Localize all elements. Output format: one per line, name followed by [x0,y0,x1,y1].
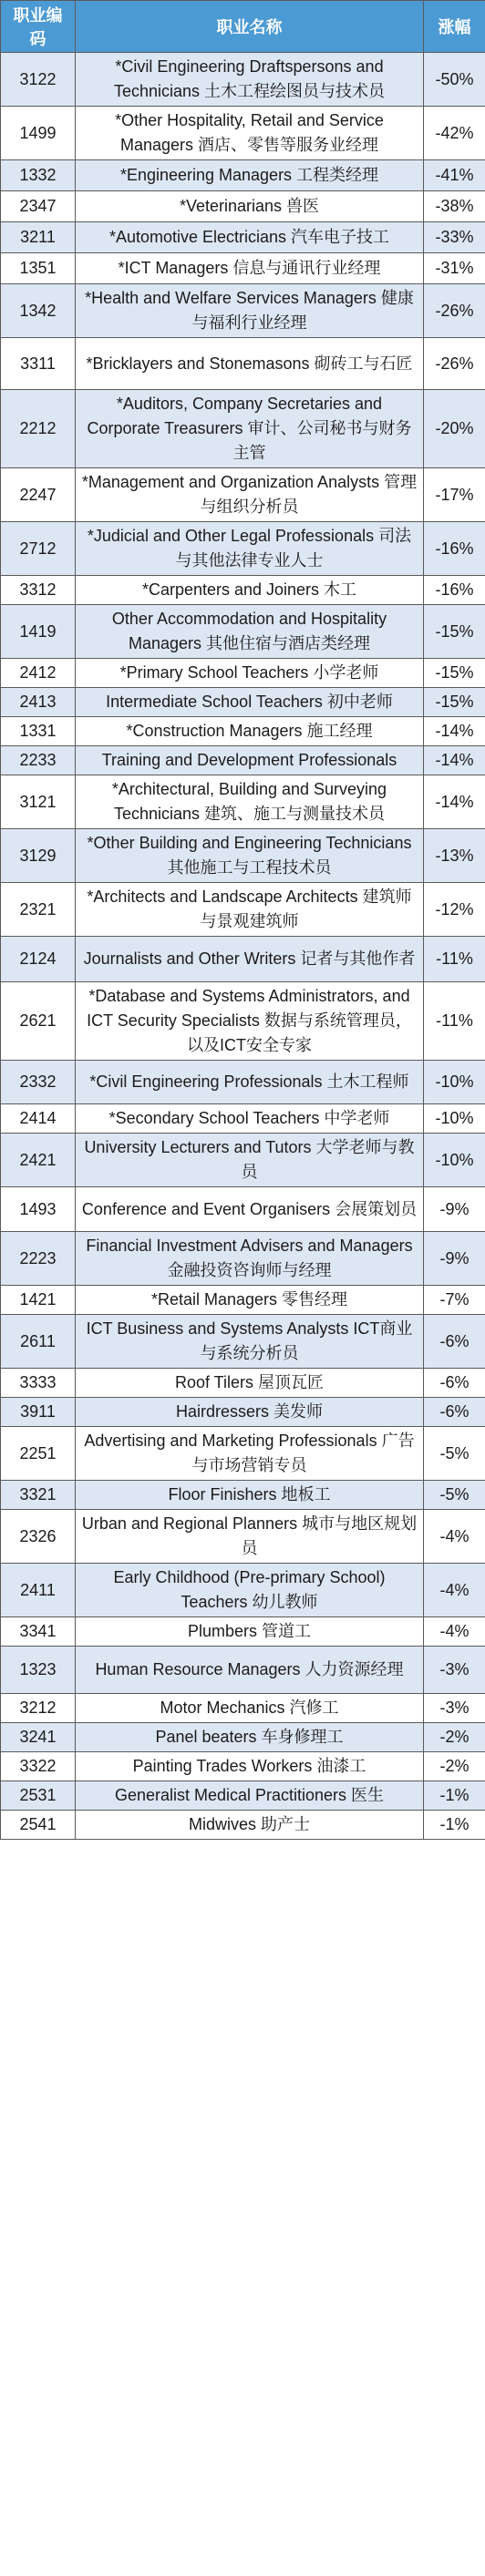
cell-code: 2332 [1,1061,76,1104]
table-row [1,468,485,522]
header-code: 职业编码 [1,1,76,53]
cell-change: -1% [424,1811,485,1840]
cell-change: -38% [424,191,485,222]
table-row [1,1398,485,1427]
cell-name: Other Accommodation and Hospitality Managers 其他住宿与酒店类经理 [76,605,424,659]
table-row [1,191,485,222]
cell-name: *Carpenters and Joiners 木工 [76,576,424,605]
cell-code: 2421 [1,1134,76,1187]
cell-name: Human Resource Managers 人力资源经理 [76,1647,424,1694]
cell-name: *Health and Welfare Services Managers 健康与福利行业经理 [76,284,424,338]
cell-code: 1323 [1,1647,76,1694]
cell-name: Floor Finishers 地板工 [76,1481,424,1510]
cell-change: -1% [424,1781,485,1811]
table-row [1,1104,485,1134]
cell-change: -50% [424,53,485,107]
cell-name: *Bricklayers and Stonemasons 砌砖工与石匠 [76,338,424,390]
cell-code: 3322 [1,1752,76,1781]
cell-change: -6% [424,1398,485,1427]
cell-name: *Civil Engineering Professionals 土木工程师 [76,1061,424,1104]
cell-code: 2212 [1,390,76,468]
cell-code: 1332 [1,160,76,191]
table-row [1,53,485,107]
table-row [1,1134,485,1187]
cell-code: 1419 [1,605,76,659]
cell-change: -11% [424,982,485,1061]
cell-change: -9% [424,1187,485,1232]
table-row [1,522,485,576]
cell-change: -16% [424,576,485,605]
cell-code: 2621 [1,982,76,1061]
cell-name: Painting Trades Workers 油漆工 [76,1752,424,1781]
cell-change: -5% [424,1481,485,1510]
cell-name: Motor Mechanics 汽修工 [76,1694,424,1723]
cell-name: Roof Tilers 屋顶瓦匠 [76,1369,424,1398]
cell-change: -20% [424,390,485,468]
table-row [1,1811,485,1840]
cell-code: 3311 [1,338,76,390]
cell-name: *Auditors, Company Secretaries and Corporate Treasurers 审计、公司秘书与财务主管 [76,390,424,468]
cell-change: -15% [424,659,485,688]
cell-name: *Architectural, Building and Surveying Technicians 建筑、施工与测量技术员 [76,775,424,829]
table-row [1,717,485,746]
cell-change: -3% [424,1694,485,1723]
cell-name: Midwives 助产士 [76,1811,424,1840]
table-body [1,53,485,1840]
table-row [1,883,485,937]
table-row [1,390,485,468]
table-row [1,253,485,284]
cell-name: Early Childhood (Pre-primary School) Teachers 幼儿教师 [76,1564,424,1617]
cell-code: 1499 [1,107,76,160]
cell-change: -10% [424,1061,485,1104]
cell-name: Panel beaters 车身修理工 [76,1723,424,1752]
table-row [1,1752,485,1781]
cell-change: -4% [424,1510,485,1564]
cell-change: -6% [424,1369,485,1398]
cell-change: -33% [424,222,485,253]
table-row [1,746,485,775]
table-row [1,659,485,688]
table-row [1,982,485,1061]
table-row [1,1481,485,1510]
table-row [1,1187,485,1232]
cell-code: 3241 [1,1723,76,1752]
cell-name: Conference and Event Organisers 会展策划员 [76,1187,424,1232]
cell-change: -14% [424,717,485,746]
cell-change: -2% [424,1723,485,1752]
table-row [1,605,485,659]
cell-name: *Other Hospitality, Retail and Service Managers 酒店、零售等服务业经理 [76,107,424,160]
cell-name: *Engineering Managers 工程类经理 [76,160,424,191]
cell-change: -41% [424,160,485,191]
table-header-row [1,1,485,53]
cell-code: 1342 [1,284,76,338]
cell-code: 2712 [1,522,76,576]
cell-change: -14% [424,746,485,775]
table-row [1,1617,485,1647]
cell-code: 2414 [1,1104,76,1134]
cell-change: -4% [424,1617,485,1647]
header-change: 涨幅 [424,1,485,53]
cell-change: -26% [424,338,485,390]
cell-code: 3341 [1,1617,76,1647]
cell-name: *Secondary School Teachers 中学老师 [76,1104,424,1134]
table-row [1,1694,485,1723]
cell-change: -10% [424,1134,485,1187]
cell-name: Training and Development Professionals [76,746,424,775]
cell-name: *Veterinarians 兽医 [76,191,424,222]
cell-name: Urban and Regional Planners 城市与地区规划员 [76,1510,424,1564]
cell-name: Generalist Medical Practitioners 医生 [76,1781,424,1811]
header-name: 职业名称 [76,1,424,53]
cell-change: -26% [424,284,485,338]
cell-code: 3911 [1,1398,76,1427]
cell-change: -15% [424,605,485,659]
cell-code: 1331 [1,717,76,746]
cell-code: 2411 [1,1564,76,1617]
cell-change: -5% [424,1427,485,1481]
table-row [1,1723,485,1752]
cell-change: -13% [424,829,485,883]
cell-change: -17% [424,468,485,522]
cell-change: -6% [424,1315,485,1369]
table-row [1,1286,485,1315]
cell-code: 1351 [1,253,76,284]
table-row [1,284,485,338]
cell-change: -31% [424,253,485,284]
table-row [1,1232,485,1286]
table-row [1,107,485,160]
table-row [1,1315,485,1369]
cell-change: -3% [424,1647,485,1694]
cell-code: 2413 [1,688,76,717]
table-row [1,222,485,253]
cell-name: *Primary School Teachers 小学老师 [76,659,424,688]
cell-code: 2321 [1,883,76,937]
cell-change: -16% [424,522,485,576]
cell-name: Hairdressers 美发师 [76,1398,424,1427]
cell-change: -15% [424,688,485,717]
cell-name: ICT Business and Systems Analysts ICT商业与系统分析员 [76,1315,424,1369]
cell-code: 1421 [1,1286,76,1315]
cell-change: -7% [424,1286,485,1315]
table-row [1,1369,485,1398]
cell-code: 2412 [1,659,76,688]
cell-code: 2124 [1,937,76,982]
cell-code: 3212 [1,1694,76,1723]
table-row [1,1564,485,1617]
table-row [1,1510,485,1564]
cell-code: 2531 [1,1781,76,1811]
cell-code: 3211 [1,222,76,253]
cell-name: *Architects and Landscape Architects 建筑师与景观建筑师 [76,883,424,937]
table-row [1,775,485,829]
cell-name: *Database and Systems Administrators, and ICT Security Specialists 数据与系统管理员，以及ICT安全专家 [76,982,424,1061]
cell-change: -11% [424,937,485,982]
table-row [1,338,485,390]
cell-code: 1493 [1,1187,76,1232]
cell-change: -42% [424,107,485,160]
table-row [1,829,485,883]
cell-code: 2611 [1,1315,76,1369]
cell-change: -2% [424,1752,485,1781]
cell-change: -4% [424,1564,485,1617]
cell-name: Advertising and Marketing Professionals 广告与市场营销专员 [76,1427,424,1481]
cell-name: *ICT Managers 信息与通讯行业经理 [76,253,424,284]
cell-name: *Judicial and Other Legal Professionals 司法与其他法律专业人士 [76,522,424,576]
cell-name: Intermediate School Teachers 初中老师 [76,688,424,717]
cell-name: *Automotive Electricians 汽车电子技工 [76,222,424,253]
cell-change: -10% [424,1104,485,1134]
cell-name: *Civil Engineering Draftspersons and Technicians 土木工程绘图员与技术员 [76,53,424,107]
cell-change: -9% [424,1232,485,1286]
cell-code: 2326 [1,1510,76,1564]
table-row [1,1647,485,1694]
cell-code: 3129 [1,829,76,883]
cell-name: Journalists and Other Writers 记者与其他作者 [76,937,424,982]
cell-code: 2347 [1,191,76,222]
cell-name: *Retail Managers 零售经理 [76,1286,424,1315]
table-row [1,688,485,717]
cell-code: 2233 [1,746,76,775]
cell-code: 2251 [1,1427,76,1481]
table-row [1,576,485,605]
cell-code: 3121 [1,775,76,829]
table-row [1,160,485,191]
cell-code: 2541 [1,1811,76,1840]
table-row [1,1427,485,1481]
cell-code: 3122 [1,53,76,107]
cell-code: 2247 [1,468,76,522]
cell-change: -12% [424,883,485,937]
cell-code: 2223 [1,1232,76,1286]
table-row [1,1781,485,1811]
cell-name: *Construction Managers 施工经理 [76,717,424,746]
cell-name: University Lecturers and Tutors 大学老师与教员 [76,1134,424,1187]
cell-change: -14% [424,775,485,829]
cell-code: 3321 [1,1481,76,1510]
cell-name: *Other Building and Engineering Technicians 其他施工与工程技术员 [76,829,424,883]
cell-name: Plumbers 管道工 [76,1617,424,1647]
cell-name: Financial Investment Advisers and Managers 金融投资咨询师与经理 [76,1232,424,1286]
cell-name: *Management and Organization Analysts 管理与组织分析员 [76,468,424,522]
cell-code: 3333 [1,1369,76,1398]
table-row [1,937,485,982]
table-row [1,1061,485,1104]
cell-code: 3312 [1,576,76,605]
